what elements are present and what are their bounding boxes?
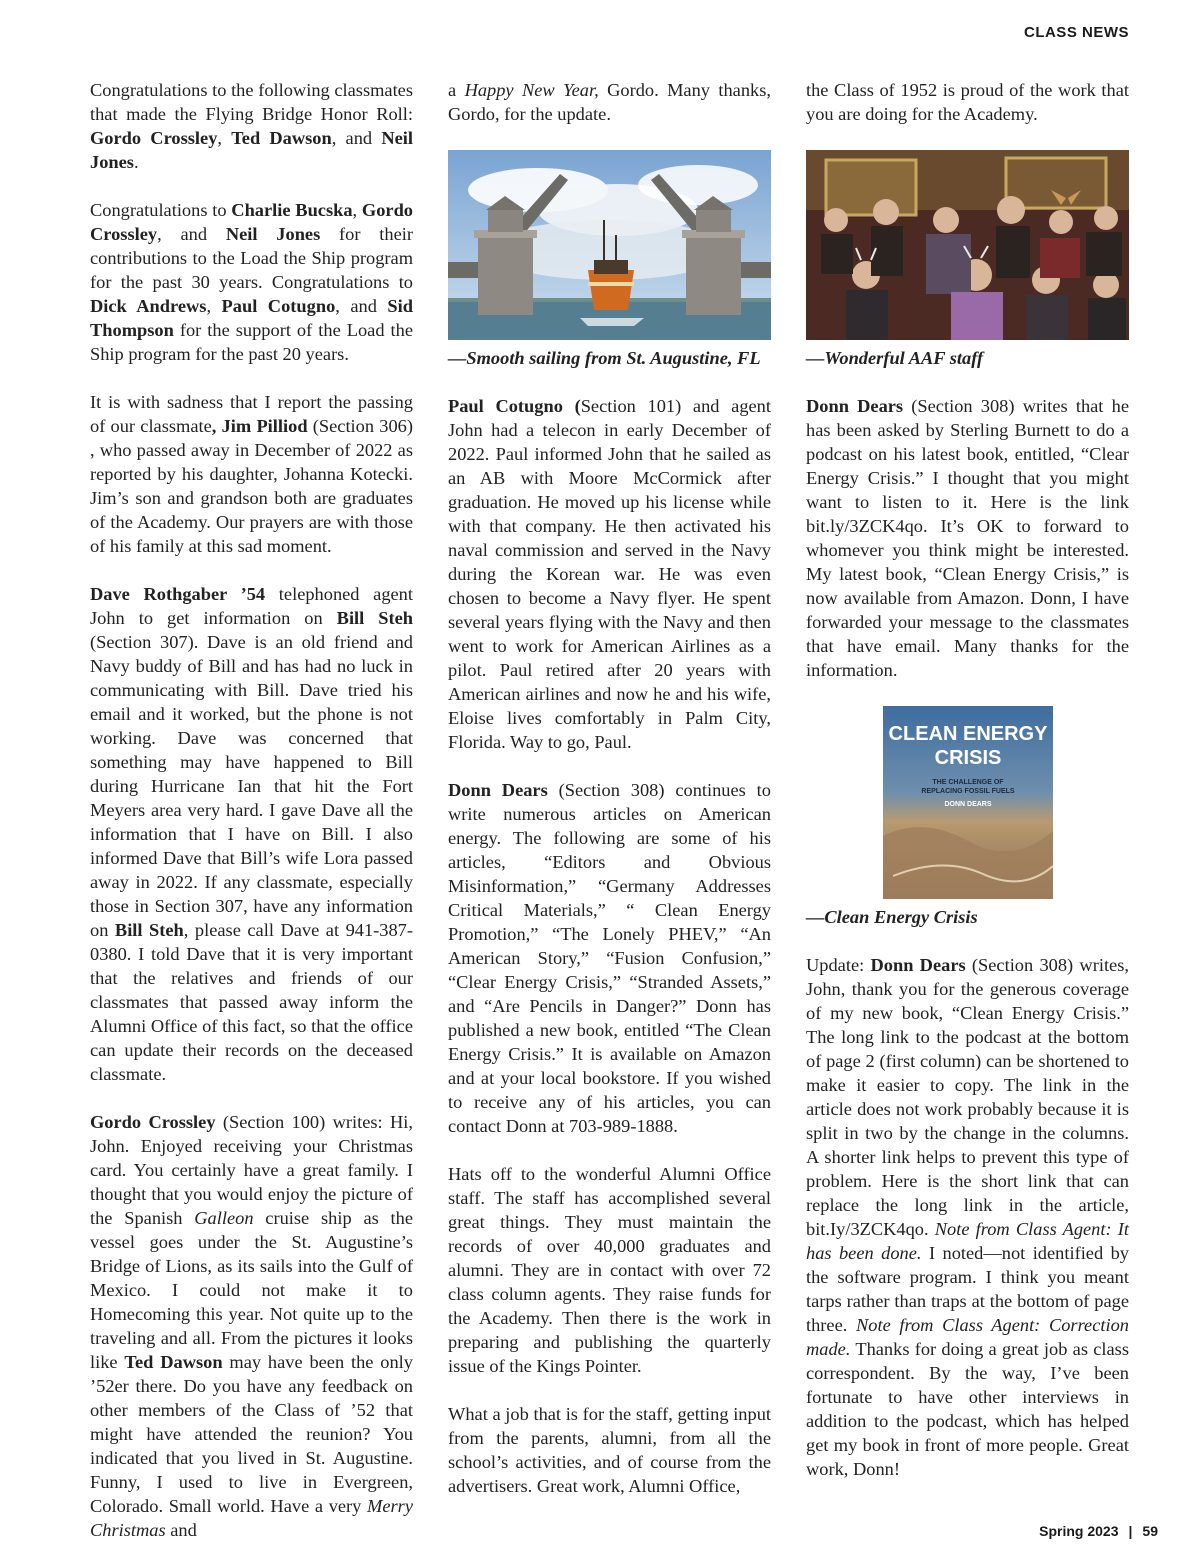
page-footer [1039, 1523, 1158, 1539]
book-subtitle-line-1: THE CHALLENGE OF [931, 779, 1004, 786]
rothgaber-paragraph: Dave Rothgaber ’54 telephoned agent John to get information on Bill Steh (Section 307). Dave is an old friend and Navy buddy of Bill and has had no luck in communicating with Bill. Dave tried his email and it worked, but the phone is not working. Dave was concerned that something may have happened to Bill during Hurricane Ian that hit the Fort Meyers area very hard. I gave Dave all the information that I have on Bill. I also informed Dave that Bill’s wife Lora passed away in 2022. If any classmate, especially those in Section 307, have any information on Bill Steh, please call Dave at 941-387-0380. I told Dave that it is very important that the relatives and friends of our classmates that passed away inform the Alumni Office of this fact, so that the office can update their records on the deceased classmate. [90, 584, 414, 1084]
book-caption: —Clean Energy Crisis [806, 907, 978, 927]
column-3 [806, 78, 1129, 1481]
dears-podcast-paragraph: Donn Dears (Section 308) writes that he has been asked by Sterling Burnett to do a podcast on his latest book, entitled, “Clear Energy Crisis.” I thought that you might want to listen to it. Here is the link bit.ly/3ZCK4qo. It’s OK to forward to whomever you think might be interested. My latest book, “Clean Energy Crisis,” is now available from Amazon. Donn, I have forwarded your message to the classmates that have email. Many thanks for the information. [806, 396, 1129, 680]
column-2 [448, 78, 771, 1498]
book-subtitle-line-2: REPLACING FOSSIL FUELS [920, 788, 1015, 795]
clean-energy-crisis-book-cover [883, 706, 1053, 899]
alumni-office-continued-paragraph: What a job that is for the staff, getting input from the parents, alumni, from all the school’s activities, and of course from the advertisers. Great work, Alumni Office, [448, 1404, 771, 1496]
crossley-paragraph: Gordo Crossley (Section 100) writes: Hi, John. Enjoyed receiving your Christmas card. You certainly have a great family. I thought that you would enjoy the picture of the Spanish Galleon cruise ship as the vessel goes under the St. Augustine’s Bridge of Lions, as its sails into the Gulf of Mexico. I could not make it to Homecoming this year. Not quite up to the traveling and all. From the pictures it looks like Ted Dawson may have been the only ’52er there. Do you have any feedback on other members of the Class of ’52 that might have attended the reunion? You indicated that you lived in St. Augustine. Funny, I used to live in Evergreen, Colorado. Small world. Have a very Merry Christmas and [90, 1112, 414, 1540]
cotugno-paragraph: Paul Cotugno (Section 101) and agent John had a telecon in early December of 2022. Paul informed John that he sailed as an AB with Moore McCormick after graduation. He moved up his license while with that company. He then activated his naval commission and served in the Navy during the Korean war. He was even chosen to become a Navy flyer. He spent several years flying with the Navy and then went to work for American Airlines as a pilot. Paul retired after 20 years with American airlines and now he and his wife, Eloise lives comfortably in Palm City, Florida. Way to go, Paul. [448, 396, 771, 752]
crossley-continued-paragraph: a Happy New Year, Gordo. Many thanks, Gordo, for the update. [448, 80, 771, 124]
column-1 [90, 78, 413, 1542]
obituary-paragraph: It is with sadness that I report the passing of our classmate, Jim Pilliod (Section 306) , who passed away in December of 2022 as reported by his daughter, Johanna Kotecki. Jim’s son and grandson both are graduates of the Academy. Our prayers are with those of his family at this sad moment. [90, 392, 413, 556]
aaf-staff-caption: —Wonderful AAF staff [806, 348, 984, 368]
dears-update-paragraph: Update: Donn Dears (Section 308) writes, John, thank you for the generous coverage of my new book, “Clean Energy Crisis.” The long link to the podcast at the bottom of page 2 (first column) can be shortened to make it easier to copy. The link in the article does not work probably because it is split in two by the change in the columns. A shorter link helps to prevent this type of problem. Here is the short link that can replace the long link in the article, bit.Iy/3ZCK4qo. Note from Class Agent: It has been done. I noted—not identified by the software program. I think you meant tarps rather than traps at the bottom of page three. Note from Class Agent: Correction made. Thanks for doing a great job as class correspondent. By the way, I’ve been fortunate to have other interviews in addition to the podcast, which has helped get my book in front of more people. Great work, Donn! [806, 955, 1129, 1479]
class-proud-paragraph: the Class of 1952 is proud of the work that you are doing for the Academy. [806, 80, 1129, 124]
book-title-line-2: CRISIS [934, 747, 1001, 769]
book-author: DONN DEARS [943, 801, 992, 808]
honor-roll-paragraph: Congratulations to the following classmates that made the Flying Bridge Honor Roll: Gordo Crossley, Ted Dawson, and Neil Jones. [90, 80, 413, 172]
section-header: CLASS NEWS [1023, 24, 1129, 41]
book-cover-wrapper [806, 706, 1129, 899]
aaf-staff-photo [806, 150, 1129, 340]
issue-label: Spring 2023 [1039, 1523, 1119, 1539]
page-number: 59 [1142, 1523, 1158, 1539]
book-title-line-1: CLEAN ENERGY [888, 723, 1047, 745]
dears-articles-paragraph: Donn Dears (Section 308) continues to write numerous articles on American energy. The following are some of his articles, “Editors and Obvious Misinformation,” “Germany Addresses Critical Materials,” “ Clean Energy Promotion,” “The Lonely PHEV,” “An American Story,” “Fusion Confusion,” “Clear Energy Crisis,” “Stranded Assets,” and “Are Pencils in Danger?” Donn has published a new book, entitled “The Clean Energy Crisis.” It is available on Amazon and at your local bookstore. If you wished to receive any of his articles, you can contact Donn at 703-989-1888. [448, 780, 771, 1136]
footer-separator: | [1128, 1523, 1133, 1539]
galleon-photo-caption: —Smooth sailing from St. Augustine, FL [448, 348, 761, 368]
alumni-office-paragraph: Hats off to the wonderful Alumni Office staff. The staff has accomplished several great things. They must maintain the records of over 40,000 graduates and alumni. They are in contact with over 72 class column agents. They raise funds for the Academy. Then there is the work in preparing and publishing the quarterly issue of the Kings Pointer. [448, 1164, 771, 1376]
load-the-ship-paragraph: Congratulations to Charlie Bucska, Gordo Crossley, and Neil Jones for their contributions to the Load the Ship program for the past 30 years. Congratulations to Dick Andrews, Paul Cotugno, and Sid Thompson for the support of the Load the Ship program for the past 20 years. [90, 200, 413, 364]
galleon-bridge-photo [448, 150, 771, 340]
